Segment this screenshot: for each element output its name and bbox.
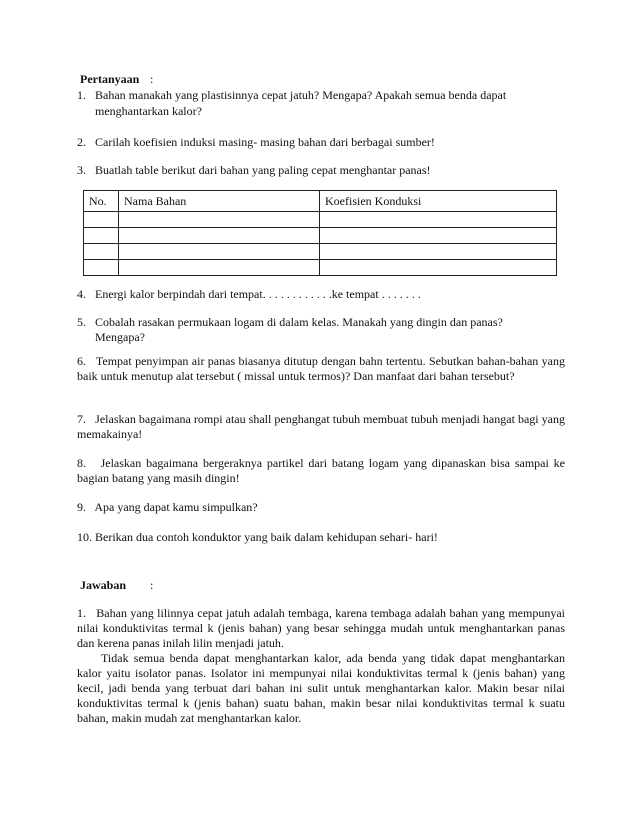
question-9-text: Apa yang dapat kamu simpulkan? <box>94 500 258 514</box>
question-10-number: 10. <box>77 530 92 544</box>
questions-heading-colon: : <box>150 72 154 86</box>
table-header-coefficient: Koefisien Konduksi <box>320 191 557 212</box>
table-cell <box>84 244 119 260</box>
table-header-no: No. <box>84 191 119 212</box>
question-6 <box>77 354 565 384</box>
question-8-number: 8. <box>77 456 86 470</box>
question-5-number: 5. <box>77 315 86 329</box>
answer-1-paragraph-2: Tidak semua benda dapat menghantarkan kalor, ada benda yang tidak dapat menghantarkan kalor yaitu isolator panas. Isolator ini mempunyai nilai konduktivitas termal k (jenis bahan) yang kecil, jadi benda yang terbuat dari bahan ini sulit untuk menghantarkan kalor. Makin besar nilai konduktivitas termal k (jenis bahan) suatu bahan, makin besar nilai konduktivitas termal k suatu bahan, makin mudah zat menghantarkan kalor. <box>77 651 565 725</box>
question-9-number: 9. <box>77 500 86 514</box>
question-7-text: Jelaskan bagaimana rompi atau shall penghangat tubuh membuat tubuh menjadi hangat bagi yang memakainya! <box>77 412 566 441</box>
table-row <box>84 260 557 276</box>
table-header-material: Nama Bahan <box>119 191 320 212</box>
question-1-continuation: menghantarkan kalor? <box>95 104 202 118</box>
table-cell <box>320 244 557 260</box>
table-cell <box>320 212 557 228</box>
answers-heading: Jawaban <box>80 578 127 592</box>
question-9 <box>77 500 565 515</box>
questions-heading <box>80 72 139 87</box>
answers-heading-colon: : <box>150 578 154 592</box>
question-10 <box>77 530 565 545</box>
table-row <box>84 212 557 228</box>
question-1-number: 1. <box>77 88 86 102</box>
table-row <box>84 244 557 260</box>
question-1-text: Bahan manakah yang plastisinnya cepat jatuh? Mengapa? Apakah semua benda dapat <box>95 88 507 102</box>
table-header-row <box>84 191 557 212</box>
table-cell <box>320 260 557 276</box>
question-8-text: Jelaskan bagaimana bergeraknya partikel dari batang logam yang dipanaskan bisa sampai ke bagian batang yang masih dingin! <box>77 456 566 485</box>
table-cell <box>119 260 320 276</box>
table-cell <box>119 212 320 228</box>
question-5-continuation: Mengapa? <box>95 330 145 344</box>
question-4-number: 4. <box>77 287 86 301</box>
table-cell <box>119 244 320 260</box>
table-row <box>84 228 557 244</box>
question-3-text: Buatlah table berikut dari bahan yang paling cepat menghantar panas! <box>95 163 431 177</box>
question-6-number: 6. <box>77 354 86 368</box>
table-cell <box>320 228 557 244</box>
question-10-text: Berikan dua contoh konduktor yang baik dalam kehidupan sehari- hari! <box>95 530 438 544</box>
question-8 <box>77 456 565 486</box>
question-2-text: Carilah koefisien induksi masing- masing bahan dari berbagai sumber! <box>95 135 435 149</box>
question-4-text: Energi kalor berpindah dari tempat. . . . . . . . . . . .ke tempat . . . . . . . <box>95 287 421 301</box>
table-cell <box>84 260 119 276</box>
conductivity-table <box>83 190 557 276</box>
question-7-number: 7. <box>77 412 86 426</box>
table-cell <box>119 228 320 244</box>
question-6-text: Tempat penyimpan air panas biasanya ditutup dengan bahn tertentu. Sebutkan bahan-bahan yang baik untuk menutup alat tersebut ( missal untuk termos)? Dan manfaat dari bahan tersebut? <box>77 354 565 383</box>
question-5-text: Cobalah rasakan permukaan logam di dalam kelas. Manakah yang dingin dan panas? <box>95 315 503 329</box>
table-cell <box>84 228 119 244</box>
question-3-number: 3. <box>77 163 86 177</box>
questions-heading-text: Pertanyaan <box>80 72 140 86</box>
question-2-number: 2. <box>77 135 86 149</box>
question-7 <box>77 412 565 442</box>
answer-1-paragraph: 1. Bahan yang lilinnya cepat jatuh adalah tembaga, karena tembaga adalah bahan yang mempunyai nilai konduktivitas termal k (jenis bahan) yang besar sehingga mudah untuk menghantarkan panas dan kerena panas inilah lilin menjadi jatuh. <box>77 606 568 650</box>
table-cell <box>84 212 119 228</box>
